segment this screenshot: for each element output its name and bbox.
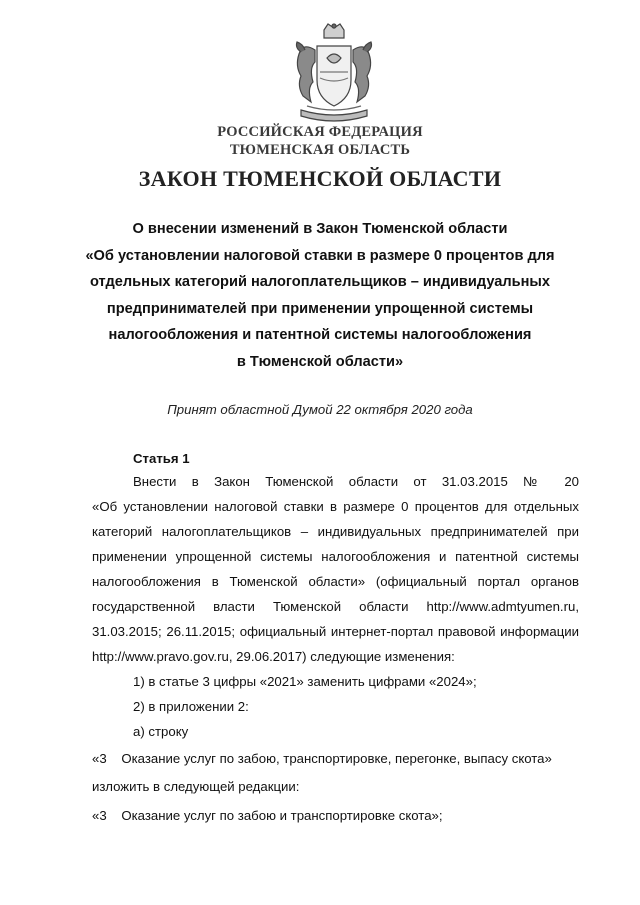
- paragraph-line: категорий налогоплательщиков – индивидуальных предпринимателей при: [92, 524, 579, 539]
- paragraph-line: Внести в Закон Тюменской области от 31.03.2015 № 20: [133, 474, 579, 489]
- header-country: РОССИЙСКАЯ ФЕДЕРАЦИЯ: [217, 124, 423, 140]
- list-item: 1) в статье 3 цифры «2021» заменить цифрами «2024»;: [133, 674, 477, 689]
- title-line: налогообложения и патентной системы налогообложения: [108, 327, 532, 343]
- replace-instruction: изложить в следующей редакции:: [92, 779, 300, 794]
- paragraph-line: государственной власти Тюменской области http://www.admtyumen.ru,: [92, 599, 579, 614]
- paragraph-line: налогообложения в Тюменской области» (официальный портал органов: [92, 574, 579, 589]
- header-region: ТЮМЕНСКАЯ ОБЛАСТЬ: [229, 142, 411, 158]
- adoption-note: Принят областной Думой 22 октября 2020 года: [167, 402, 473, 417]
- title-line: предпринимателей при применении упрощенной системы: [106, 300, 534, 317]
- title-line: «Об установлении налоговой ставки в размере 0 процентов для: [85, 247, 555, 264]
- coat-of-arms-emblem: [287, 22, 381, 126]
- article-heading: Статья 1: [133, 451, 190, 466]
- document-type-heading: ЗАКОН ТЮМЕНСКОЙ ОБЛАСТИ: [138, 166, 502, 191]
- paragraph-line: «Об установлении налоговой ставки в размере 0 процентов для отдельных: [92, 499, 579, 514]
- title-line: О внесении изменений в Закон Тюменской области: [132, 221, 508, 237]
- title-line: в Тюменской области»: [236, 353, 404, 370]
- paragraph-line: применении упрощенной системы налогообложения и патентной системы: [92, 549, 579, 564]
- title-line: отдельных категорий налогоплательщиков – индивидуальных: [90, 274, 550, 290]
- table-row-old: «3 Оказание услуг по забою, транспортировке, перегонке, выпасу скота»: [92, 751, 552, 766]
- paragraph-line: http://www.pravo.gov.ru, 29.06.2017) следующие изменения:: [92, 649, 455, 664]
- list-item: 2) в приложении 2:: [133, 699, 249, 714]
- law-title: [60, 216, 580, 375]
- list-item: а) строку: [133, 724, 189, 739]
- paragraph-line: 31.03.2015; 26.11.2015; официальный интернет-портал правовой информации: [92, 624, 579, 639]
- table-row-new: «3 Оказание услуг по забою и транспортировке скота»;: [92, 808, 443, 823]
